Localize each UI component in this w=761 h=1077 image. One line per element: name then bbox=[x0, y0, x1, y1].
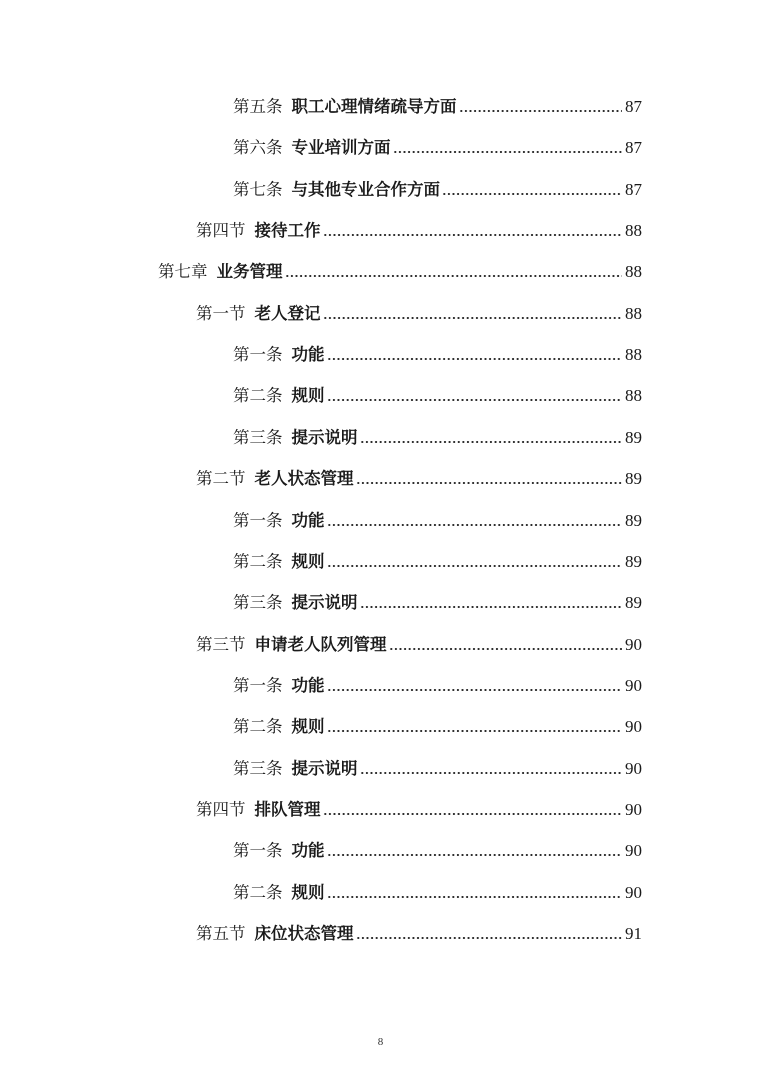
toc-entry-title: 规则 bbox=[291, 882, 325, 902]
toc-entry-page: 90 bbox=[625, 841, 642, 861]
toc-entry[interactable] bbox=[233, 836, 642, 862]
toc-entry-title: 职工心理情绪疏导方面 bbox=[291, 97, 457, 116]
dot-leader bbox=[393, 150, 623, 154]
dot-leader bbox=[323, 812, 623, 816]
toc-entry-page: 89 bbox=[625, 593, 642, 613]
toc-entry-page: 88 bbox=[625, 386, 642, 406]
dot-leader bbox=[327, 523, 623, 527]
toc-entry[interactable] bbox=[233, 175, 642, 201]
toc-entry-page: 87 bbox=[625, 179, 642, 199]
dot-leader bbox=[323, 316, 623, 320]
toc-entry-number: 第三节 bbox=[196, 634, 246, 654]
dot-leader bbox=[360, 440, 623, 444]
toc-entry-page: 89 bbox=[625, 551, 642, 571]
toc-entry-title: 接待工作 bbox=[254, 221, 321, 241]
dot-leader bbox=[442, 192, 622, 196]
toc-entry-title: 规则 bbox=[291, 551, 325, 571]
toc-entry-title: 业务管理 bbox=[216, 262, 283, 282]
toc-entry-number: 第四节 bbox=[196, 221, 246, 241]
toc-entry[interactable] bbox=[196, 630, 642, 656]
toc-entry-number: 第三条 bbox=[233, 427, 283, 447]
toc-entry-number: 第一条 bbox=[233, 841, 283, 861]
toc-entry[interactable] bbox=[233, 133, 642, 159]
toc-entry-number: 第二节 bbox=[196, 469, 246, 489]
toc-entry-page: 89 bbox=[625, 510, 642, 530]
toc-entry-title: 功能 bbox=[291, 675, 325, 695]
toc-entry[interactable] bbox=[233, 671, 642, 697]
toc-entry-number: 第二条 bbox=[233, 386, 283, 406]
toc-entry-title: 排队管理 bbox=[254, 800, 321, 819]
toc-entry-number: 第四节 bbox=[196, 800, 246, 819]
toc-entry-title: 提示说明 bbox=[291, 427, 358, 447]
toc-entry-title: 与其他专业合作方面 bbox=[291, 179, 440, 199]
dot-leader bbox=[327, 357, 623, 361]
toc-entry-title: 床位状态管理 bbox=[254, 924, 354, 943]
toc-entry-page: 88 bbox=[625, 345, 642, 365]
toc-entry-title: 规则 bbox=[291, 386, 325, 406]
toc-entry-number: 第二条 bbox=[233, 551, 283, 571]
toc-entry[interactable] bbox=[233, 712, 642, 738]
toc-entry[interactable] bbox=[233, 381, 642, 407]
toc-entry-title: 老人状态管理 bbox=[254, 469, 354, 489]
dot-leader bbox=[327, 564, 623, 568]
dot-leader bbox=[323, 233, 623, 237]
toc-entry-page: 90 bbox=[625, 758, 642, 778]
toc-entry-number: 第七条 bbox=[233, 179, 283, 199]
toc-entry-title: 功能 bbox=[291, 510, 325, 530]
toc-entry-number: 第六条 bbox=[233, 138, 283, 158]
toc-entry[interactable] bbox=[233, 423, 642, 449]
dot-leader bbox=[360, 605, 623, 609]
toc-entry-number: 第二条 bbox=[233, 882, 283, 902]
toc-entry-page: 89 bbox=[625, 427, 642, 447]
toc-entry-page: 90 bbox=[625, 800, 642, 819]
dot-leader bbox=[356, 481, 623, 485]
toc-entry-page: 88 bbox=[625, 262, 642, 282]
toc-entry[interactable] bbox=[196, 919, 642, 945]
toc-entry-page: 89 bbox=[625, 469, 642, 489]
toc-entry-title: 申请老人队列管理 bbox=[254, 634, 387, 654]
toc-entry-title: 规则 bbox=[291, 717, 325, 737]
toc-entry-page: 91 bbox=[625, 924, 642, 943]
toc-entry-page: 87 bbox=[625, 138, 642, 158]
dot-leader bbox=[327, 729, 623, 733]
toc-entry[interactable] bbox=[233, 506, 642, 532]
toc-entry-number: 第三条 bbox=[233, 593, 283, 613]
toc-entry-number: 第一条 bbox=[233, 345, 283, 365]
toc-entry[interactable] bbox=[233, 340, 642, 366]
toc-entry-title: 老人登记 bbox=[254, 303, 321, 323]
toc-entry-number: 第五条 bbox=[233, 97, 283, 116]
toc-entry[interactable] bbox=[233, 588, 642, 614]
toc-entry[interactable] bbox=[233, 547, 642, 573]
dot-leader bbox=[360, 771, 623, 775]
toc-entry-page: 90 bbox=[625, 717, 642, 737]
dot-leader bbox=[356, 936, 623, 940]
dot-leader bbox=[327, 688, 623, 692]
dot-leader bbox=[327, 895, 623, 899]
toc-entry-page: 88 bbox=[625, 221, 642, 241]
toc-entry-title: 提示说明 bbox=[291, 758, 358, 778]
toc-entry[interactable] bbox=[196, 795, 642, 821]
toc-entry-number: 第二条 bbox=[233, 717, 283, 737]
toc-entry-page: 90 bbox=[625, 634, 642, 654]
toc-entry-page: 88 bbox=[625, 303, 642, 323]
dot-leader bbox=[285, 274, 623, 278]
toc-entry[interactable] bbox=[233, 754, 642, 780]
toc-entry-title: 专业培训方面 bbox=[291, 138, 391, 158]
toc-entry-title: 提示说明 bbox=[291, 593, 358, 613]
toc-entry-number: 第七章 bbox=[158, 262, 208, 282]
toc-entry-page: 90 bbox=[625, 882, 642, 902]
toc-entry-number: 第一节 bbox=[196, 303, 246, 323]
toc-entry[interactable] bbox=[233, 878, 642, 904]
dot-leader bbox=[459, 109, 623, 113]
toc-entry-page: 87 bbox=[625, 97, 642, 116]
toc-entry-page: 90 bbox=[625, 675, 642, 695]
toc-entry[interactable] bbox=[233, 92, 642, 118]
toc-entry-number: 第一条 bbox=[233, 675, 283, 695]
dot-leader bbox=[389, 647, 623, 651]
toc-entry-title: 功能 bbox=[291, 841, 325, 861]
toc-entry[interactable] bbox=[196, 216, 642, 242]
toc-entry[interactable] bbox=[196, 464, 642, 490]
toc-entry[interactable] bbox=[196, 299, 642, 325]
dot-leader bbox=[327, 853, 623, 857]
page-number: 8 bbox=[377, 1036, 384, 1048]
toc-entry[interactable] bbox=[158, 257, 642, 283]
toc-entry-number: 第三条 bbox=[233, 758, 283, 778]
toc-entry-number: 第五节 bbox=[196, 924, 246, 943]
dot-leader bbox=[327, 398, 623, 402]
toc-entry-number: 第一条 bbox=[233, 510, 283, 530]
toc-entry-title: 功能 bbox=[291, 345, 325, 365]
